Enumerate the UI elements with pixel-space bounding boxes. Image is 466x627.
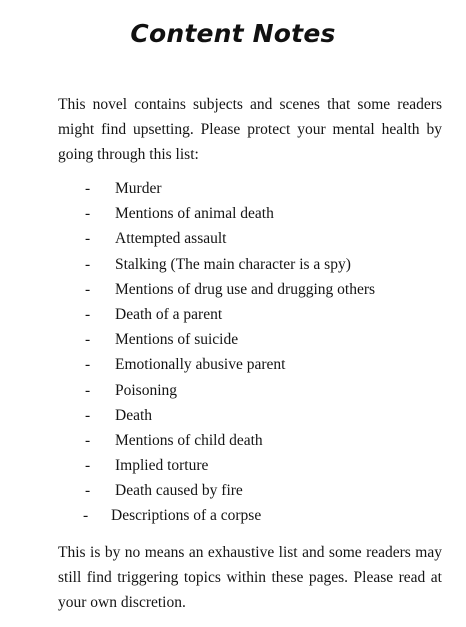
list-item-text: Stalking (The main character is a spy) bbox=[115, 255, 351, 273]
list-bullet: - bbox=[83, 507, 89, 525]
list-item-text: Mentions of suicide bbox=[115, 331, 239, 349]
list-bullet: - bbox=[85, 457, 91, 475]
list-item bbox=[0, 378, 466, 403]
list-bullet: - bbox=[85, 280, 91, 298]
list-bullet: - bbox=[85, 180, 91, 197]
list-item bbox=[0, 277, 466, 302]
list-item-text: Emotionally abusive parent bbox=[115, 356, 286, 374]
list-item-text: Poisoning bbox=[115, 381, 178, 399]
list-bullet: - bbox=[85, 381, 91, 399]
list-item bbox=[0, 226, 466, 251]
page-title: Content Notes bbox=[130, 19, 336, 48]
list-item-text: Mentions of animal death bbox=[115, 205, 274, 223]
list-item-text: Death caused by fire bbox=[115, 482, 243, 500]
list-item-text: Death of a parent bbox=[115, 305, 223, 323]
list-item-text: Mentions of child death bbox=[115, 431, 263, 449]
list-item-text: Death bbox=[115, 406, 153, 424]
list-item-text: Implied torture bbox=[115, 457, 209, 475]
closing-paragraph: This is by no means an exhaustive list and some readers may still find triggering topics within these pages. Please read at your own discretion. bbox=[58, 544, 442, 611]
intro-paragraph: This novel contains subjects and scenes that some readers might find upsetting. Please protect your mental health by going through this list: bbox=[58, 96, 442, 163]
list-item bbox=[0, 503, 466, 528]
list-item bbox=[0, 453, 466, 478]
list-item bbox=[0, 302, 466, 327]
list-bullet: - bbox=[85, 356, 91, 374]
list-item bbox=[0, 478, 466, 503]
list-bullet: - bbox=[85, 305, 91, 323]
list-item-text: Descriptions of a corpse bbox=[111, 507, 262, 525]
list-item bbox=[0, 327, 466, 352]
list-item bbox=[0, 403, 466, 428]
list-bullet: - bbox=[85, 482, 91, 500]
list-item bbox=[0, 176, 466, 201]
list-bullet: - bbox=[85, 255, 91, 273]
list-item bbox=[0, 252, 466, 277]
content-warning-list bbox=[0, 176, 466, 529]
list-bullet: - bbox=[85, 406, 91, 424]
list-item-text: Mentions of drug use and drugging others bbox=[115, 280, 376, 298]
list-item bbox=[0, 201, 466, 226]
list-bullet: - bbox=[85, 230, 91, 248]
list-item bbox=[0, 352, 466, 377]
list-item-text: Murder bbox=[115, 180, 162, 197]
list-bullet: - bbox=[85, 331, 91, 349]
list-item-text: Attempted assault bbox=[115, 230, 227, 248]
list-bullet: - bbox=[85, 431, 91, 449]
list-bullet: - bbox=[85, 205, 91, 223]
list-item bbox=[0, 428, 466, 453]
